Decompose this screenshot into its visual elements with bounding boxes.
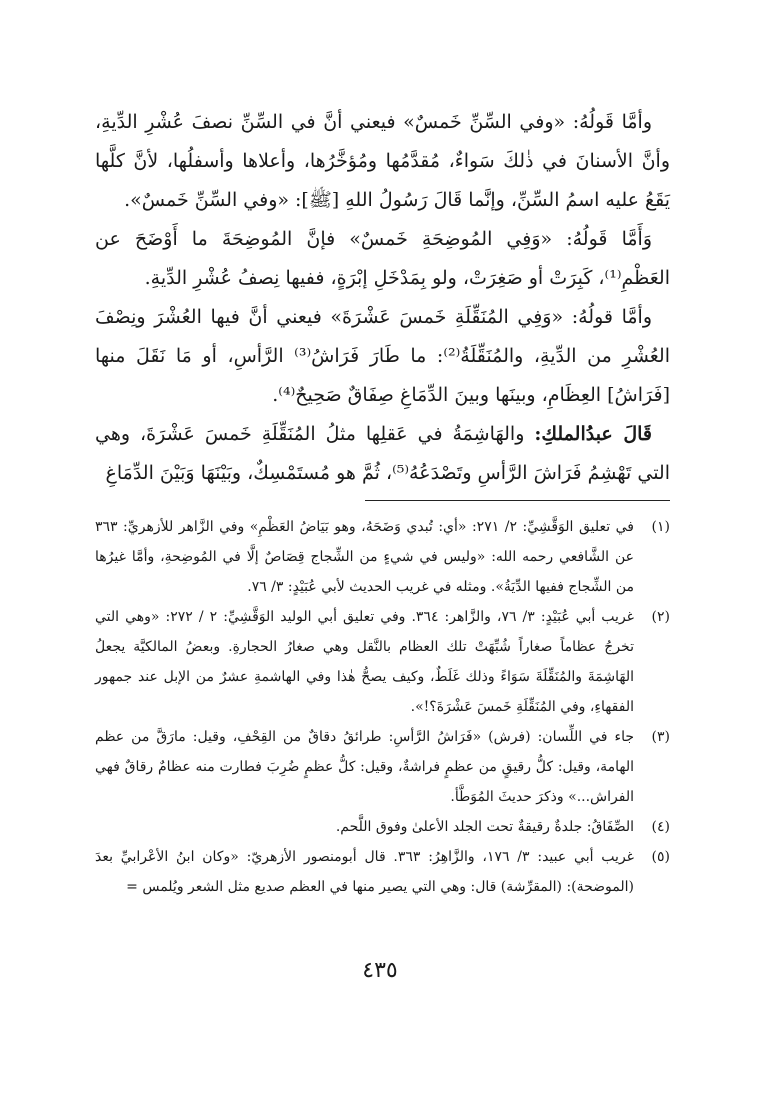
paragraph-3 (95, 298, 670, 415)
footnote-5 (95, 842, 670, 902)
paragraph-1 (95, 103, 670, 220)
footnote-divider (365, 500, 670, 501)
footnote-text: غريب أبي عبيد: ٣/ ١٧٦، والزَّاهِرُ: ٣٦٣. قال أبومنصور الأزهريّ: «وكان ابنُ الأعْرابيِّ بعدَ (الموضحة): (المقرِّشة) قال: وهي التي يصير منها في العظم صديع مثل الشعر ويُلمس = (95, 849, 634, 895)
footnote-number: (٤) (651, 819, 670, 835)
paragraph-text: وأمَّا قولُهُ: «وَفِي المُنَقِّلَةِ خَمسَ عَشْرَةَ» فيعني أنَّ فيها العُشْرَ ونِصْفَ العُشْرِ من الدِّيةِ، والمُنَقِّلَةُ⁽²⁾: ما طَارَ فَرَاشُ⁽³⁾ الرَّأسِ، أو مَا نَقَلَ منها [فَرَاشُ] العِظَامِ، وبينَها وبينَ الدِّمَاغِ صِفَاقٌ صَحِيحٌ⁽⁴⁾. (95, 306, 670, 406)
footnote-number: (٢) (651, 609, 670, 625)
footnote-3 (95, 722, 670, 812)
footnote-text: الصِّفَاقُ: جلدةٌ رقيقةٌ تحت الجلد الأعلىٰ وفوق اللَّحم. (335, 819, 634, 835)
footnote-4 (95, 812, 670, 842)
footnote-number: (٥) (651, 849, 670, 865)
main-text (95, 103, 670, 493)
footnote-text: غريب أبي عُبَيْدٍ: ٣/ ٧٦، والزَّاهر: ٣٦٤. وفي تعليق أبي الوليد الوَقَّشِيِّ: ٢ / ٢٧٢: «وهي التي تخرجُ عظاماً صغاراً شُبِّهَتْ تلك العظام بالنَّقل وهي صغارُ الحجارةِ. وبعضُ المالكيَّة يجعلُ الهَاشِمَةَ والمُنَقِّلَةَ سَوَاءً وذلك غَلَطٌ، وكيف يصحُّ هٰذا وفي الهاشمةِ عشرٌ من الإبل عند جمهور الفقهاءِ، وفي المُنَقِّلَةِ خَمسَ عَشْرَةَ؟!». (95, 609, 634, 715)
footnote-2 (95, 602, 670, 722)
footnote-number: (٣) (651, 729, 670, 745)
footnote-1 (95, 512, 670, 602)
footnote-text: في تعليق الوَقَّشِيِّ: ٢/ ٢٧١: «أي: تُبدي وَضَحَهُ، وهو بَيَاضُ العَظْمِ» وفي الزَّاهر للأزهريِّ: ٣٦٣ عن الشَّافعي رحمه الله: «وليس في شيءٍ من الشِّجاج قِصَاصٌ إلَّا في المُوضِحةِ، وأمَّا غيرُها من الشِّجاج ففيها الدِّيَةُ». ومثله في غريب الحديث لأبي عُبَيْدٍ: ٣/ ٧٦. (95, 519, 634, 595)
page-number: ٤٣٥ (362, 958, 398, 983)
footnote-number: (١) (651, 519, 670, 535)
footnotes (95, 512, 670, 902)
paragraph-2 (95, 220, 670, 298)
paragraph-text: وَأَمَّا قَولُهُ: «وَفِي المُوضِحَةِ خَمسٌ» فإنَّ المُوضِحَةَ ما أَوْضَحَ عن العَظْمِ⁽¹⁾، كَبِرَتْ أو صَغِرَتْ، ولو بِمَدْخَلِ إبْرَةٍ، ففيها نِصفُ عُشْرِ الدِّيةِ. (95, 228, 670, 289)
paragraph-text: وأمَّا قَولُهُ: «وفي السِّنِّ خَمسٌ» فيعني أنَّ في السِّنِّ نصفَ عُشْرِ الدِّيةِ، وأنَّ الأسنانَ في ذٰلكَ سَواءٌ، مُقدَّمُها ومُؤخَّرُها، وأعلاها وأسفلُها، لأنَّ كلَّها يَقَعُ عليه اسمُ السِّنِّ، وإنَّما قَالَ رَسُولُ اللهِ [ﷺ]: «وفي السِّنِّ خَمسٌ». (95, 111, 670, 211)
paragraph-text: والهَاشِمَةُ في عَقلِها مثلُ المُنَقِّلَةِ خَمسَ عَشْرَةَ، وهي التي تَهْشِمُ فَرَاشَ الرَّأسِ وتَصْدَعُهُ⁽⁵⁾، ثُمَّ هو مُستَمْسِكٌ، وبَيْنَهَا وَبَيْنَ الدِّمَاغِ (95, 423, 670, 484)
footnote-text: جاء في اللِّسان: (فرش) «فَرَاشُ الرَّأسِ: طرائقُ دقاقٌ من القِحْفِ، وقيل: مارَقَّ من عظم الهامة، وقيل: كلُّ رقيقٍ من عظمٍ فراشةٌ، وقيل: كلُّ عظمٍ ضُرِبَ فطارت منه عظامٌ رقاقٌ فهي الفراش...» وذكرَ حديثَ المُوَطَّأ. (95, 729, 634, 805)
paragraph-4 (95, 415, 670, 493)
speaker-label: قَالَ عبدُالملكِ: (534, 423, 652, 445)
